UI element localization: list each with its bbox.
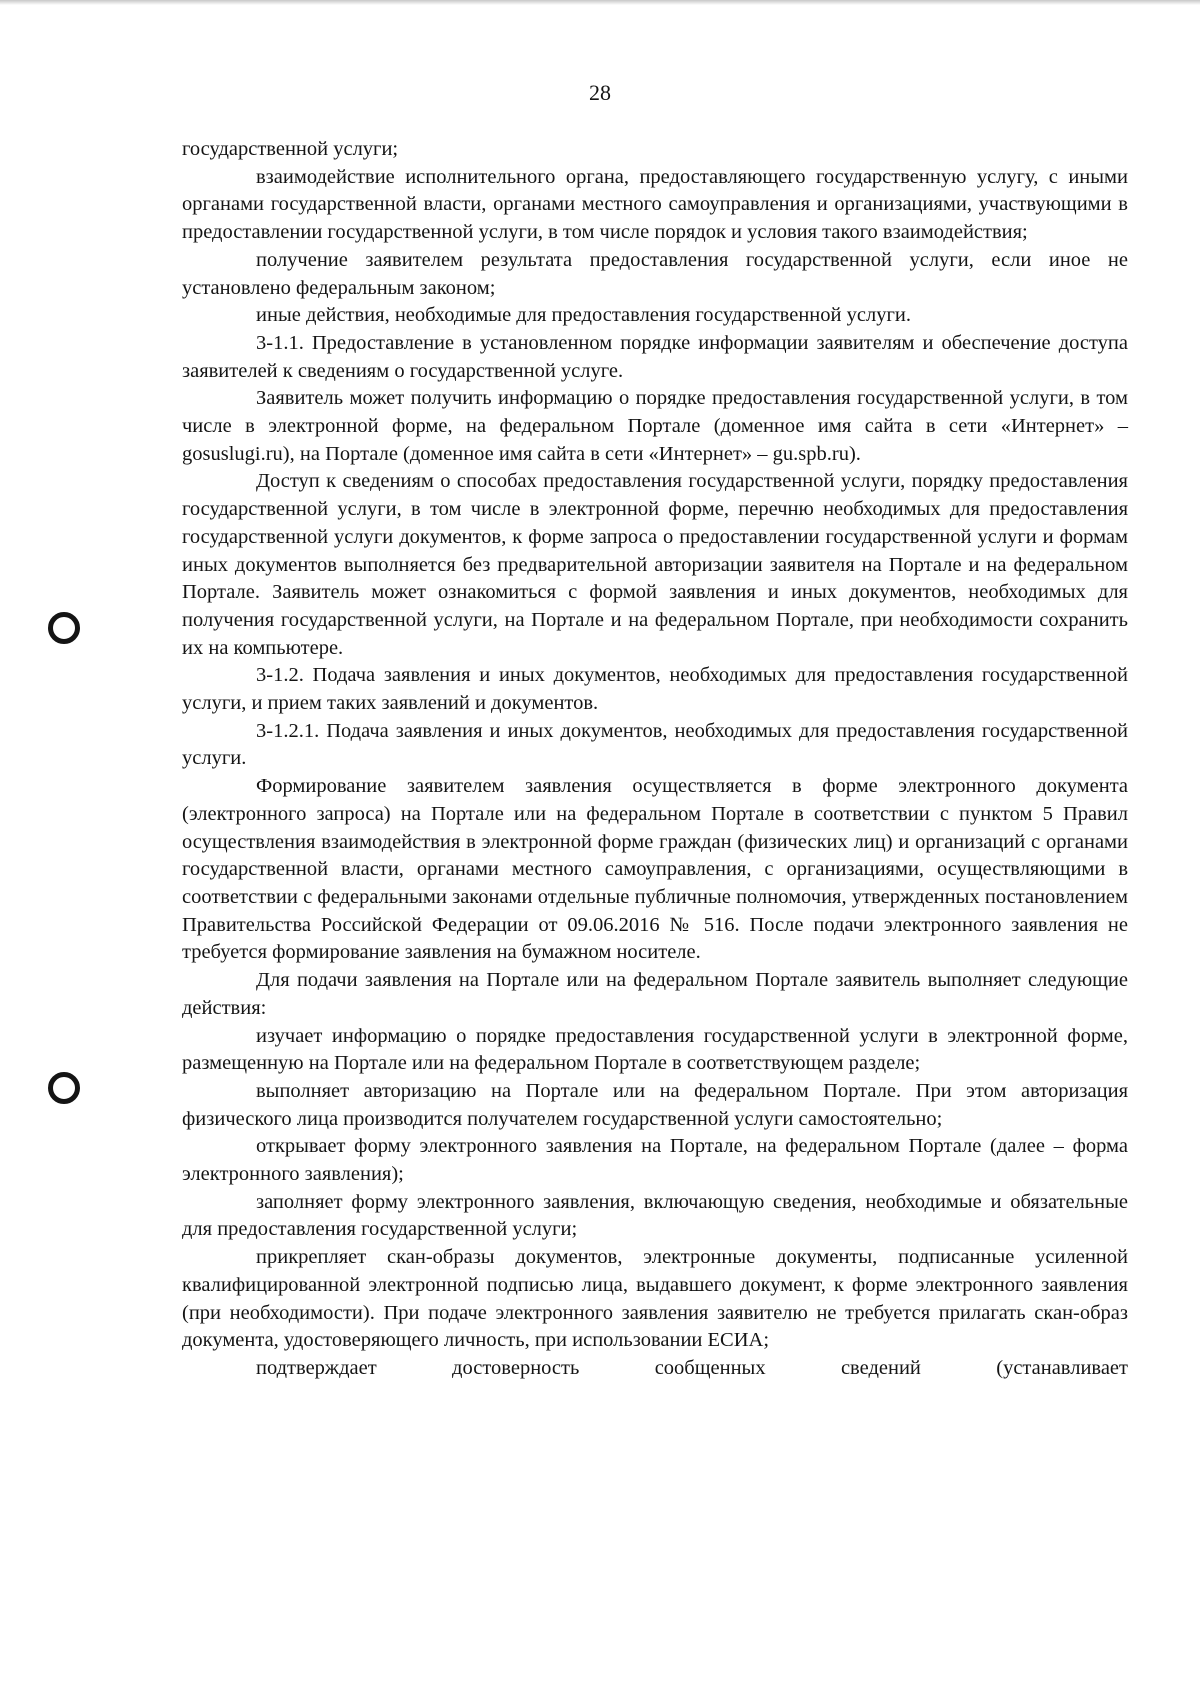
list-item: заполняет форму электронного заявления, включающую сведения, необходимые и обязательные для предоставления государственной услуги;	[182, 1190, 1128, 1241]
paragraph: Доступ к сведениям о способах предоставления государственной услуги, порядку предоставления государственной услуги, в том числе в электронной форме, перечню необходимых для предоставления государственной услуги документов, к форме запроса о предоставлении государственной услуги и формам иных документов выполняется без предварительной авторизации заявителя на Портале и на федеральном Портале. Заявитель может ознакомиться с формой заявления и иных документов, необходимых для получения государственной услуги, на Портале и на федеральном Портале, при необходимости сохранить их на компьютере.	[182, 470, 1128, 659]
list-item: изучает информацию о порядке предоставления государственной услуги в электронной форме, размещенную на Портале или на федеральном Портале в соответствующем разделе;	[182, 1024, 1128, 1075]
paragraph: Заявитель может получить информацию о порядке предоставления государственной услуги, в том числе в электронной форме, на федеральном Портале (доменное имя сайта в сети «Интернет» – gosuslugi.ru), на Портале (доменное имя сайта в сети «Интернет» – gu.spb.ru).	[182, 387, 1128, 465]
document-body	[182, 136, 1128, 1383]
section-heading: 3-1.2. Подача заявления и иных документов, необходимых для предоставления государственной услуги, и прием таких заявлений и документов.	[182, 664, 1128, 715]
page-number: 28	[589, 80, 611, 105]
paragraph: взаимодействие исполнительного органа, предоставляющего государственную услугу, с иными органами государственной власти, органами местного самоуправления и организациями, участвующими в предоставлении государственной услуги, в том числе порядок и условия такого взаимодействия;	[182, 165, 1128, 244]
list-item: прикрепляет скан-образы документов, электронные документы, подписанные усиленной квалифицированной электронной подписью лица, выдавшего документ, к форме электронного заявления (при необходимости). При подаче электронного заявления заявителю не требуется прилагать скан-образ документа, удостоверяющего личность, при использовании ЕСИА;	[182, 1246, 1128, 1352]
list-item: открывает форму электронного заявления на Портале, на федеральном Портале (далее – форма электронного заявления);	[182, 1135, 1128, 1186]
list-item: подтверждает достоверность сообщенных сведений (устанавливает	[256, 1356, 1128, 1379]
paragraph: государственной услуги;	[182, 138, 399, 160]
punch-hole-icon	[48, 1072, 80, 1104]
list-item: выполняет авторизацию на Портале или на федеральном Портале. При этом авторизация физического лица производится получателем государственной услуги самостоятельно;	[182, 1079, 1128, 1130]
paragraph: иные действия, необходимые для предоставления государственной услуги.	[256, 304, 911, 327]
section-heading: 3-1.2.1. Подача заявления и иных документов, необходимых для предоставления государственной услуги.	[182, 719, 1128, 770]
paragraph: получение заявителем результата предоставления государственной услуги, если иное не установлено федеральным законом;	[182, 248, 1128, 299]
section-heading: 3-1.1. Предоставление в установленном порядке информации заявителям и обеспечение доступа заявителей к сведениям о государственной услуге.	[182, 331, 1128, 382]
scan-edge	[0, 0, 1200, 5]
paragraph: Формирование заявителем заявления осуществляется в форме электронного документа (электронного запроса) на Портале или на федеральном Портале в соответствии с пунктом 5 Правил осуществления взаимодействия в электронной форме граждан (физических лиц) и организаций с органами государственной власти, органами местного самоуправления, с организациями, осуществляющими в соответствии с федеральными законами отдельные публичные полномочия, утвержденных постановлением Правительства Российской Федерации от 09.06.2016 № 516. После подачи электронного заявления не требуется формирование заявления на бумажном носителе.	[182, 775, 1128, 964]
paragraph: Для подачи заявления на Портале или на федеральном Портале заявитель выполняет следующие действия:	[182, 969, 1128, 1019]
punch-hole-icon	[48, 612, 80, 644]
